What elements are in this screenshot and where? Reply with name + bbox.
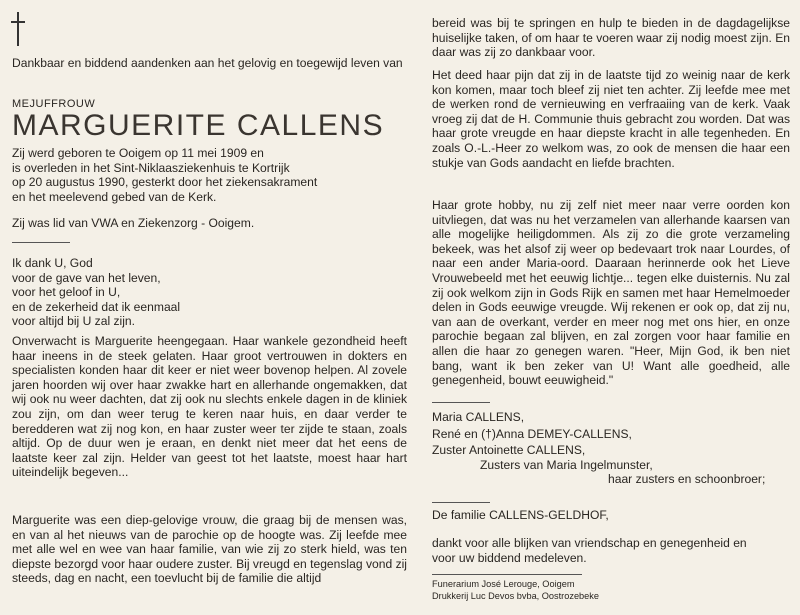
deceased-name: MARGUERITE CALLENS bbox=[12, 109, 385, 142]
family-member: Maria CALLENS, bbox=[432, 410, 525, 424]
divider bbox=[432, 502, 490, 503]
right-paragraph-1: bereid was bij te springen en hulp te bieden in de dagdagelijkse huiselijke taken, of om haar te voeren waar zij nodig moest zijn. En daar was zij zo dankbaar voor. bbox=[432, 16, 790, 60]
prayer-line: voor het geloof in U, bbox=[12, 285, 121, 300]
divider bbox=[432, 574, 582, 575]
divider bbox=[12, 242, 70, 243]
right-paragraph-2: Het deed haar pijn dat zij in de laatste tijd zo weinig naar de kerk kon komen, maar toch bleef zij niet ten achter. Zij leefde mee met de werken rond de vernieuwing en verfraaiing van de kerk. Vaak vroeg zij dat de H. Communie thuis gebracht zou worden. Dat was haar grote vreugde en haar diepste kracht in alle tegenheden. En zoals O.-L.-Heer zo welkom was, zo ook de mensen die haar een stukje van Gods aandacht en liefde brachten. bbox=[432, 68, 790, 170]
family-member: Zusters van Maria Ingelmunster, bbox=[480, 457, 653, 472]
funeral-home: Funerarium José Lerouge, Ooigem bbox=[432, 579, 575, 589]
thanks-line: dankt voor alle blijken van vriendschap en genegenheid en bbox=[432, 536, 747, 550]
birth-death-info bbox=[12, 146, 407, 204]
intro-text: Dankbaar en biddend aandenken aan het gelovig en toegewijd leven van bbox=[12, 56, 403, 70]
thanks-text bbox=[432, 536, 790, 565]
family-member: René en (†)Anna DEMEY-CALLENS, bbox=[432, 426, 632, 441]
family-signature: De familie CALLENS-GELDHOF, bbox=[432, 508, 609, 522]
cross-icon bbox=[8, 12, 28, 48]
footer bbox=[432, 579, 790, 602]
left-paragraph-2: Marguerite was een diep-gelovige vrouw, die graag bij de mensen was, en van al het nieuws van de parochie op de hoogte was. Zij leefde mee met alle wel en wee van haar familie, van wie zij zo sterk hield, was ten diepste bezorgd voor haar oudere zuster. Bij vreugd en tegenslag vond zij steeds, dag en nacht, een toevlucht bij de familie die altijd bbox=[12, 513, 407, 586]
birth-line: is overleden in het Sint-Niklaasziekenhuis te Kortrijk bbox=[12, 160, 290, 175]
right-paragraph-3: Haar grote hobby, nu zij zelf niet meer naar verre oorden kon uitvliegen, dat was nu het verzamelen van allerhande kaarsen van alle mogelijke heiligdommen. Als zij zo die grote verzameling bekeek, was het alsof zij weer op bedevaart trok naar Lourdes, of naar een ander Maria-oord. Daaraan herinnerde ook het Lieve Vrouwebeeld met het eeuwig lichtje... tegen elke duisternis. Nu zal zij ook welkom zijn in Gods Rijk en samen met haar Hemelmoeder delen in Gods eeuwige vreugde. Wij rekenen er ook op, dat zij nu, van aan de overkant, verder en meer nog met ons hier, en onze parochie begaan zal blijven, en zal zorgen voor haar familie en allen die haar zo genegen waren. "Heer, Mijn God, ik ben niet bang, want ik ben zeker van U! Want alle goedheid, alle genegenheid, bouwt eeuwigheid." bbox=[432, 198, 790, 388]
family-list bbox=[432, 410, 790, 487]
prayer-line: Ik dank U, God bbox=[12, 256, 93, 270]
membership-text: Zij was lid van VWA en Ziekenzorg - Ooigem. bbox=[12, 216, 255, 230]
prayer-line: en de zekerheid dat ik eenmaal bbox=[12, 299, 181, 314]
prayer bbox=[12, 256, 407, 329]
printer: Drukkerij Luc Devos bvba, Oostrozebeke bbox=[432, 590, 599, 601]
thanks-line: voor uw biddend medeleven. bbox=[432, 550, 587, 565]
birth-line: op 20 augustus 1990, gesterkt door het ziekensakrament bbox=[12, 175, 318, 190]
prayer-line: voor de gave van het leven, bbox=[12, 270, 161, 285]
prayer-line: voor altijd bij U zal zijn. bbox=[12, 314, 135, 329]
birth-line: Zij werd geboren te Ooigem op 11 mei 1909 en bbox=[12, 146, 264, 160]
honorific: MEJUFFROUW bbox=[12, 98, 96, 110]
family-member: haar zusters en schoonbroer; bbox=[608, 472, 766, 487]
family-member: Zuster Antoinette CALLENS, bbox=[432, 443, 586, 458]
left-paragraph-1: Onverwacht is Marguerite heengegaan. Haar wankele gezondheid heeft haar ineens in de steek gelaten. Haar groot vertrouwen in dokters en specialisten konden haar dit keer er niet weer bovenop helpen. Al zovele jaren hoorden wij over haar zwakke hart en allerhande ongemakken, dat wij ook nu weer dachten, dat zij ook nu slechts enkele dagen in de kliniek zou zijn, om dan weer terug te keren naar huis, en daar verder te beredderen wat zij nog kon, en haar zuster weer ter zijde te staan, zoals altijd. Op de duur wen je eraan, en denkt niet meer dat het eens de laatste keer zal zijn. Helder van geest tot het laatste, moest haar hart uiteindelijk begeven... bbox=[12, 334, 407, 480]
birth-line: en het meelevend gebed van de Kerk. bbox=[12, 189, 217, 204]
divider bbox=[432, 402, 490, 403]
